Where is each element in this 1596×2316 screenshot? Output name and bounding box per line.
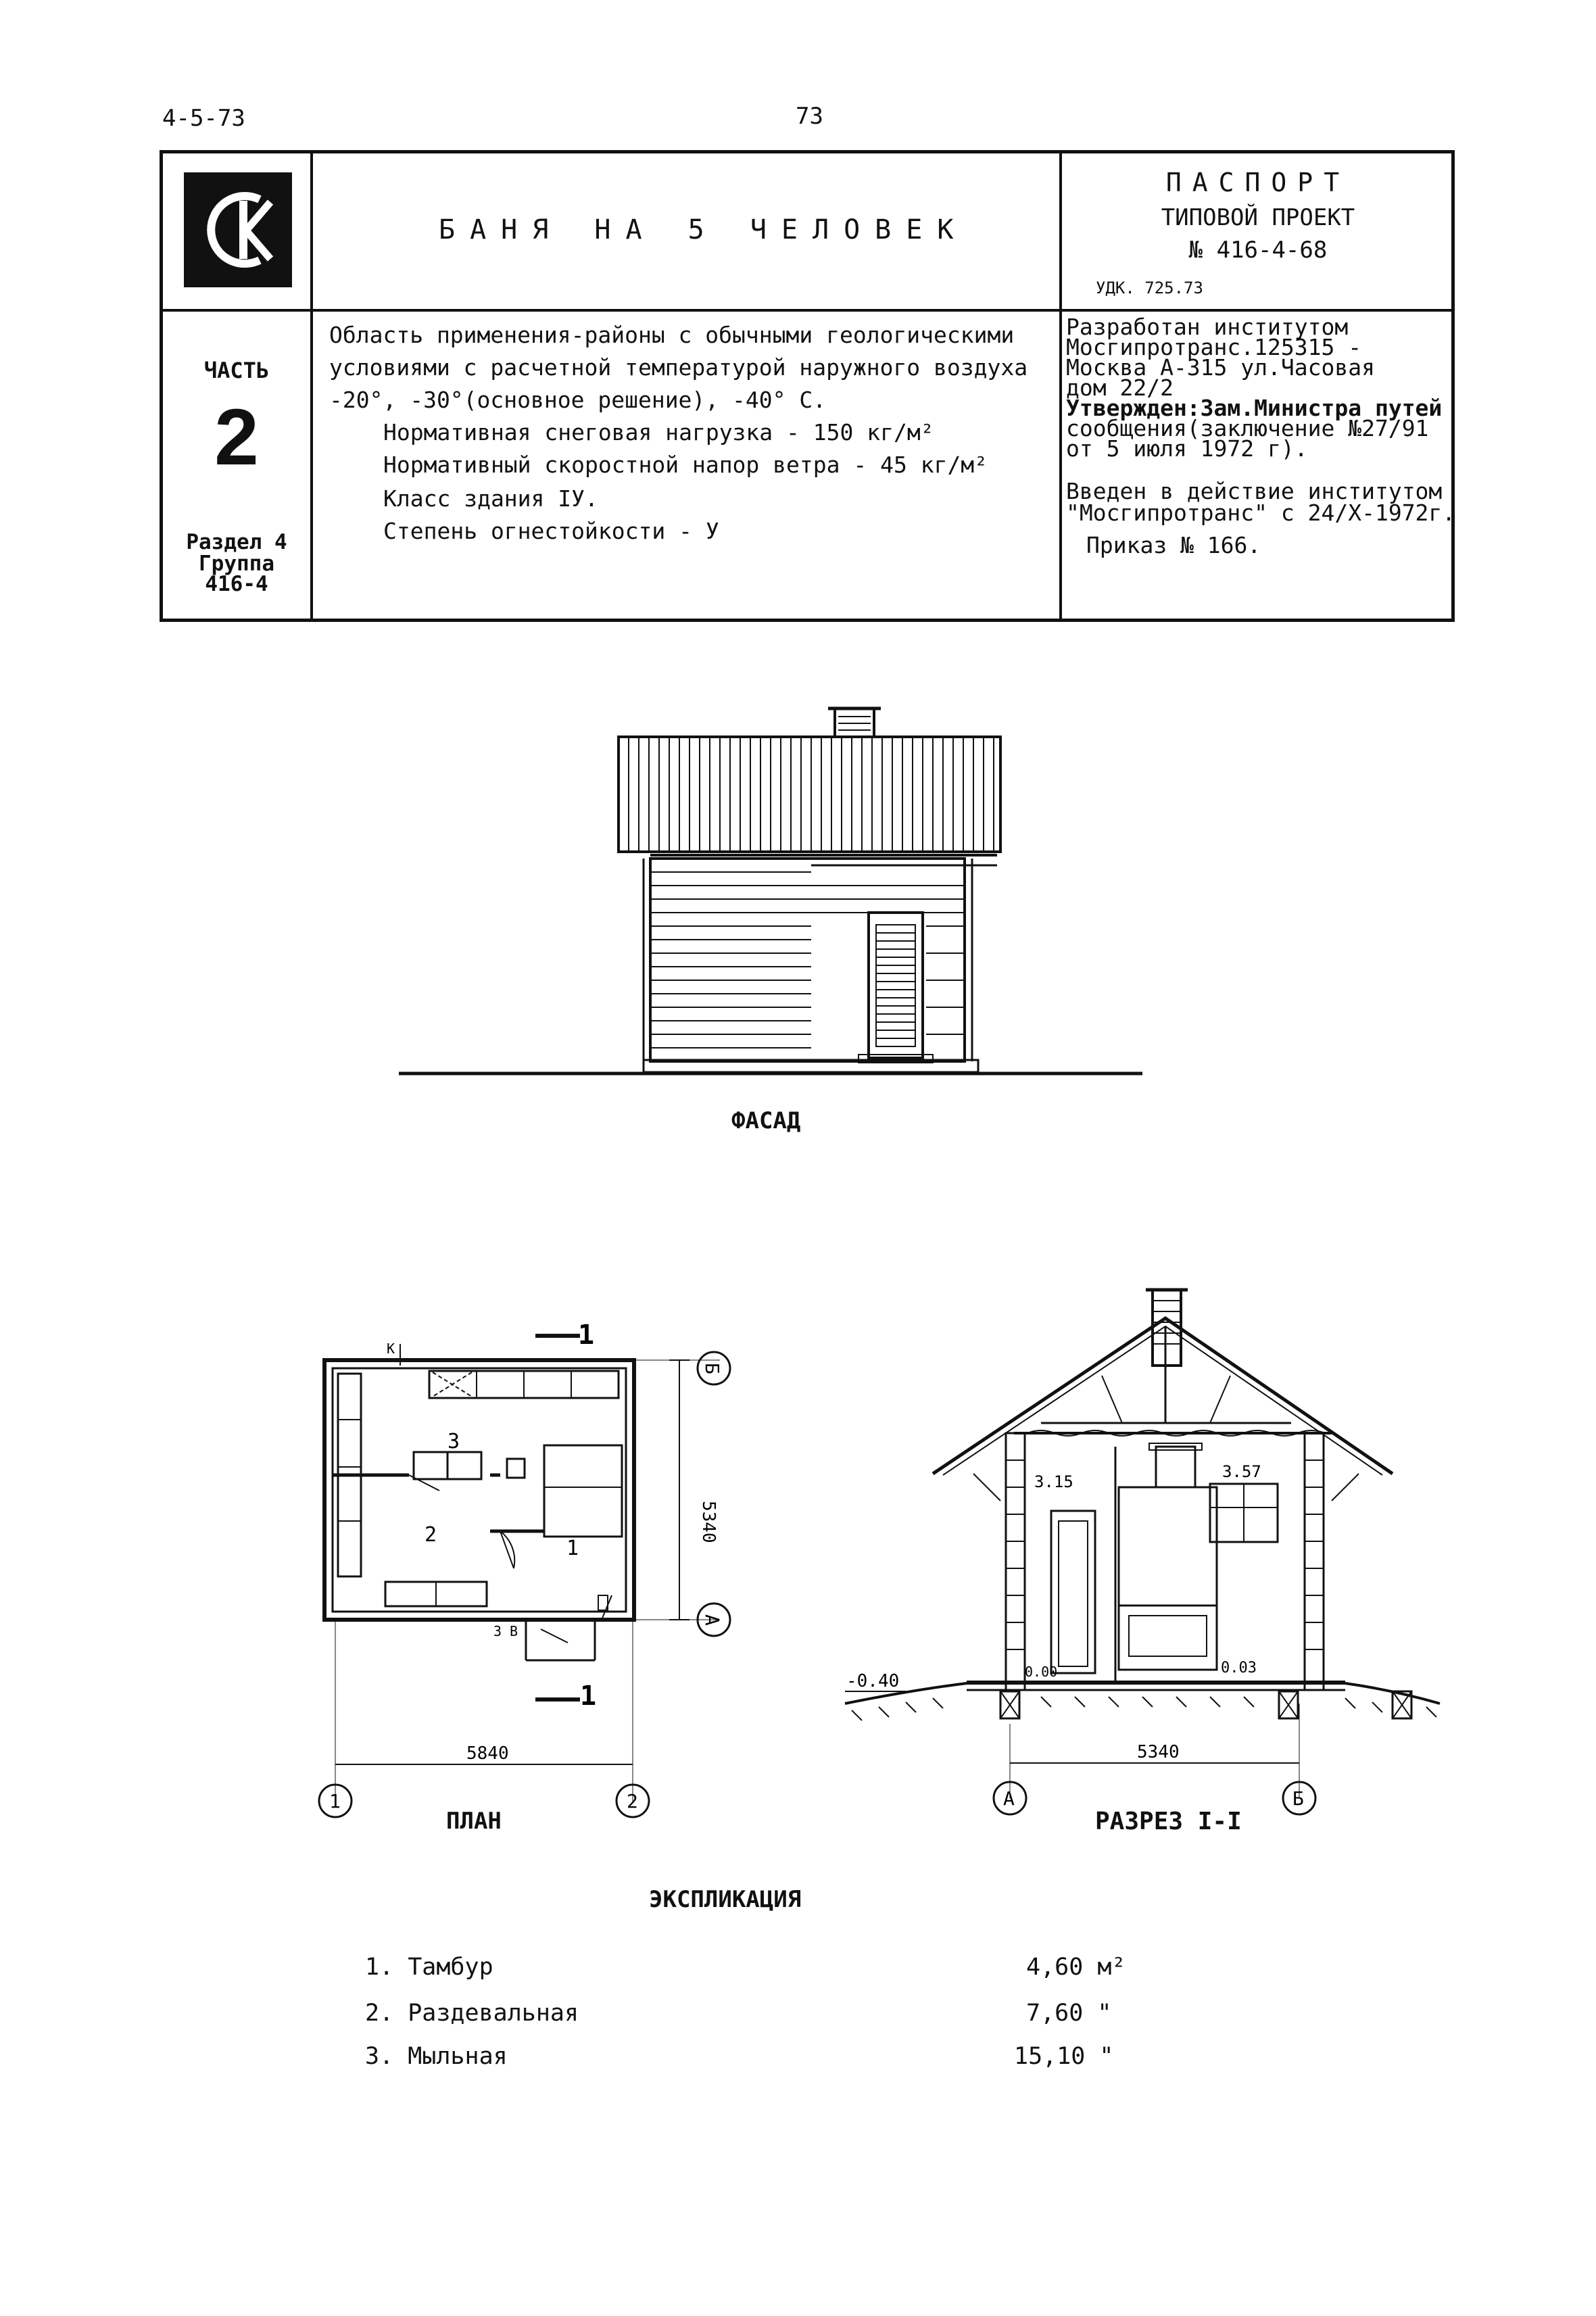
project-type: ТИПОВОЙ ПРОЕКТ bbox=[1161, 204, 1355, 231]
plan-width-dim: 5840 bbox=[466, 1743, 509, 1764]
param-wind: Нормативный скоростной напор ветра - 45 кг/м² bbox=[383, 452, 988, 478]
plan-room-2: 2 bbox=[425, 1523, 437, 1547]
developer-line-4: дом 22/2 bbox=[1066, 375, 1174, 401]
page-number: 73 bbox=[796, 103, 823, 130]
section-level-357: 3.57 bbox=[1222, 1462, 1261, 1481]
section-axis-left: А bbox=[1003, 1787, 1015, 1810]
introduced-line-3: Приказ № 166. bbox=[1086, 532, 1261, 558]
project-number: № 416-4-68 bbox=[1188, 237, 1328, 264]
approved-line-1: Утвержден:Зам.Министра путей bbox=[1066, 395, 1443, 421]
introduced-line-1: Введен в действие институтом bbox=[1066, 478, 1443, 504]
explication-row-2-area: 7,60 " bbox=[1026, 2000, 1112, 2027]
plan-mark-3: 3 bbox=[493, 1623, 502, 1639]
explication-row-3-name: 3. Мыльная bbox=[365, 2043, 508, 2070]
plan-label: ПЛАН bbox=[446, 1808, 502, 1835]
explication-title: ЭКСПЛИКАЦИЯ bbox=[649, 1886, 802, 1913]
explication-row-2-name: 2. Раздевальная bbox=[365, 2000, 579, 2027]
section-level-000: 0.00 bbox=[1025, 1664, 1058, 1680]
plan-cut-top: 1 bbox=[578, 1320, 595, 1351]
plan-axis-bottom: А bbox=[701, 1614, 723, 1626]
passport-label: ПАСПОРТ bbox=[1165, 168, 1351, 197]
udk: УДК. 725.73 bbox=[1096, 279, 1203, 297]
plan-mark-k: К bbox=[387, 1341, 395, 1357]
section-level-003: 0.03 bbox=[1221, 1660, 1257, 1676]
section-axis-right: Б bbox=[1292, 1787, 1304, 1810]
plan-axis-right: 2 bbox=[627, 1790, 638, 1812]
plan-axis-left: 1 bbox=[329, 1790, 341, 1812]
section-level-315: 3.15 bbox=[1034, 1472, 1073, 1491]
explication-row-1-name: 1. Тамбур bbox=[365, 1954, 493, 1981]
section-width-dim: 5340 bbox=[1137, 1742, 1180, 1762]
passport-table bbox=[160, 150, 1455, 622]
plan-room-1: 1 bbox=[566, 1537, 579, 1560]
facade-label: ФАСАД bbox=[731, 1107, 801, 1134]
plan-height-dim: 5340 bbox=[698, 1501, 719, 1543]
developer-line-3: Москва А-315 ул.Часовая bbox=[1066, 354, 1375, 381]
plan-cut-bottom: 1 bbox=[580, 1681, 597, 1712]
introduced-line-2: "Мосгипротранс" с 24/X-1972г. bbox=[1066, 500, 1456, 526]
plan-mark-b: В bbox=[510, 1623, 518, 1639]
plan-axis-top: Б bbox=[701, 1363, 723, 1374]
developer-line-1: Разработан институтом bbox=[1066, 314, 1349, 340]
section-label: РАЗРЕЗ I-I bbox=[1095, 1808, 1242, 1835]
param-class: Класс здания IУ. bbox=[383, 485, 598, 512]
section-level-ground: -0.40 bbox=[846, 1671, 900, 1691]
plan-room-3: 3 bbox=[448, 1430, 460, 1453]
section-drawing bbox=[831, 1278, 1453, 1845]
approved-line-2: сообщения(заключение №27/91 bbox=[1066, 415, 1429, 441]
developer-line-2: Мосгипротранс.125315 - bbox=[1066, 334, 1362, 360]
application-line-1: Область применения-районы с обычными геологическими bbox=[329, 322, 1015, 348]
application-line-3: -20°, -30°(основное решение), -40° С. bbox=[329, 387, 827, 413]
section-label: Раздел 4 bbox=[186, 530, 287, 554]
group-label: Группа bbox=[199, 552, 274, 576]
application-line-2: условиями с расчетной температурой наружного воздуха bbox=[329, 354, 1028, 381]
part-label: ЧАСТЬ bbox=[203, 358, 270, 383]
explication-row-1-area: 4,60 м² bbox=[1026, 1954, 1126, 1981]
part-number: 2 bbox=[214, 393, 259, 482]
plan-drawing bbox=[297, 1298, 757, 1839]
doc-code: 4-5-73 bbox=[162, 105, 245, 132]
facade-drawing bbox=[392, 696, 1149, 1088]
explication-row-3-area: 15,10 " bbox=[1014, 2043, 1114, 2070]
passport-title: БАНЯ НА 5 ЧЕЛОВЕК bbox=[439, 214, 969, 245]
approved-line-3: от 5 июля 1972 г). bbox=[1066, 435, 1308, 462]
sk-logo bbox=[184, 172, 292, 287]
param-fire: Степень огнестойкости - У bbox=[383, 518, 719, 544]
group-number: 416-4 bbox=[205, 572, 268, 596]
param-snow: Нормативная снеговая нагрузка - 150 кг/м² bbox=[383, 419, 934, 445]
